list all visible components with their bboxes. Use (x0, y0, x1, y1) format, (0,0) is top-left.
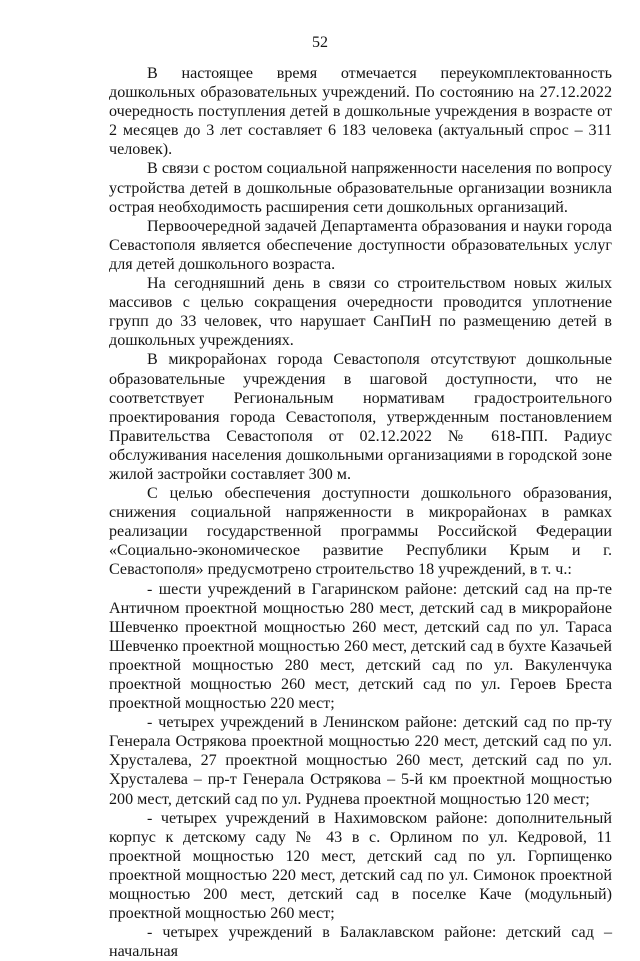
paragraph-priority-task: Первоочередной задачей Департамента образования и науки города Севастополя является обеспечение доступности образовательных услуг для детей дошкольного возраста. (109, 217, 612, 273)
list-item-leninsky: - четырех учреждений в Ленинском районе: детский сад по пр-ту Генерала Острякова проектной мощностью 220 мест, детский сад по ул. Хрусталева, 27 проектной мощностью 260 мест, детский сад по ул. Хрусталева – пр-т Генерала Острякова – 5-й км проектной мощностью 200 мест, детский сад по ул. Руднева проектной мощностью 120 мест; (109, 714, 612, 808)
list-item-gagarinsky: - шести учреждений в Гагаринском районе: детский сад на пр-те Античном проектной мощностью 280 мест, детский сад в микрорайоне Шевченко проектной мощностью 260 мест, детский сад по ул. Тараса Шевченко проектной мощностью 260 мест, детский сад в бухте Казачьей проектной мощностью 280 мест, детский сад по ул. Вакуленчука проектной мощностью 260 мест, детский сад по ул. Героев Бреста проектной мощностью 220 мест; (109, 580, 612, 713)
paragraph-walking-distance: В микрорайонах города Севастополя отсутствуют дошкольные образовательные учреждения в шаговой доступности, что не соответствует Региональным нормативам градостроительного проектирования города Севастополя, утвержденным постановлением Правительства Севастополя от 02.12.2022 № 618-ПП. Радиус обслуживания населения дошкольными организациями в городской зоне жилой застройки составляет 300 м. (109, 351, 612, 483)
paragraph-overcrowding: В настоящее время отмечается переукомплектованность дошкольных образовательных учреждений. По состоянию на 27.12.2022 очередность поступления детей в дошкольные учреждения в возрасте от 2 месяцев до 3 лет составляет 6 183 человека (актуальный спрос – 311 человек). (109, 65, 612, 159)
list-item-nakhimovsky: - четырех учреждений в Нахимовском районе: дополнительный корпус к детскому саду № 43 в с. Орлином по ул. Кедровой, 11 проектной мощностью 120 мест, детский сад по ул. Горпищенко проектной мощностью 220 мест, детский сад по ул. Симонок проектной мощностью 200 мест, детский сад в поселке Каче (модульный) проектной мощностью 260 мест; (109, 809, 612, 923)
paragraph-construction-program: С целью обеспечения доступности дошкольного образования, снижения социальной напряженности в микрорайонах в рамках реализации государственной программы Российской Федерации «Социально-экономическое развитие Республики Крым и г. Севастополя» предусмотрено строительство 18 учреждений, в т. ч.: (109, 485, 612, 579)
paragraph-group-compaction: На сегодняшний день в связи со строительством новых жилых массивов с целью сокращения очередности проводится уплотнение групп до 33 человек, что нарушает СанПиН по размещению детей в дошкольных учреждениях. (109, 275, 612, 350)
page-number: 52 (312, 34, 328, 51)
paragraph-social-tension: В связи с ростом социальной напряженности населения по вопросу устройства детей в дошкольные образовательные организации возникла острая необходимость расширения сети дошкольных организаций. (109, 160, 612, 216)
document-body (109, 64, 612, 961)
list-item-balaklavsky: - четырех учреждений в Балаклавском районе: детский сад – начальная (109, 924, 612, 961)
